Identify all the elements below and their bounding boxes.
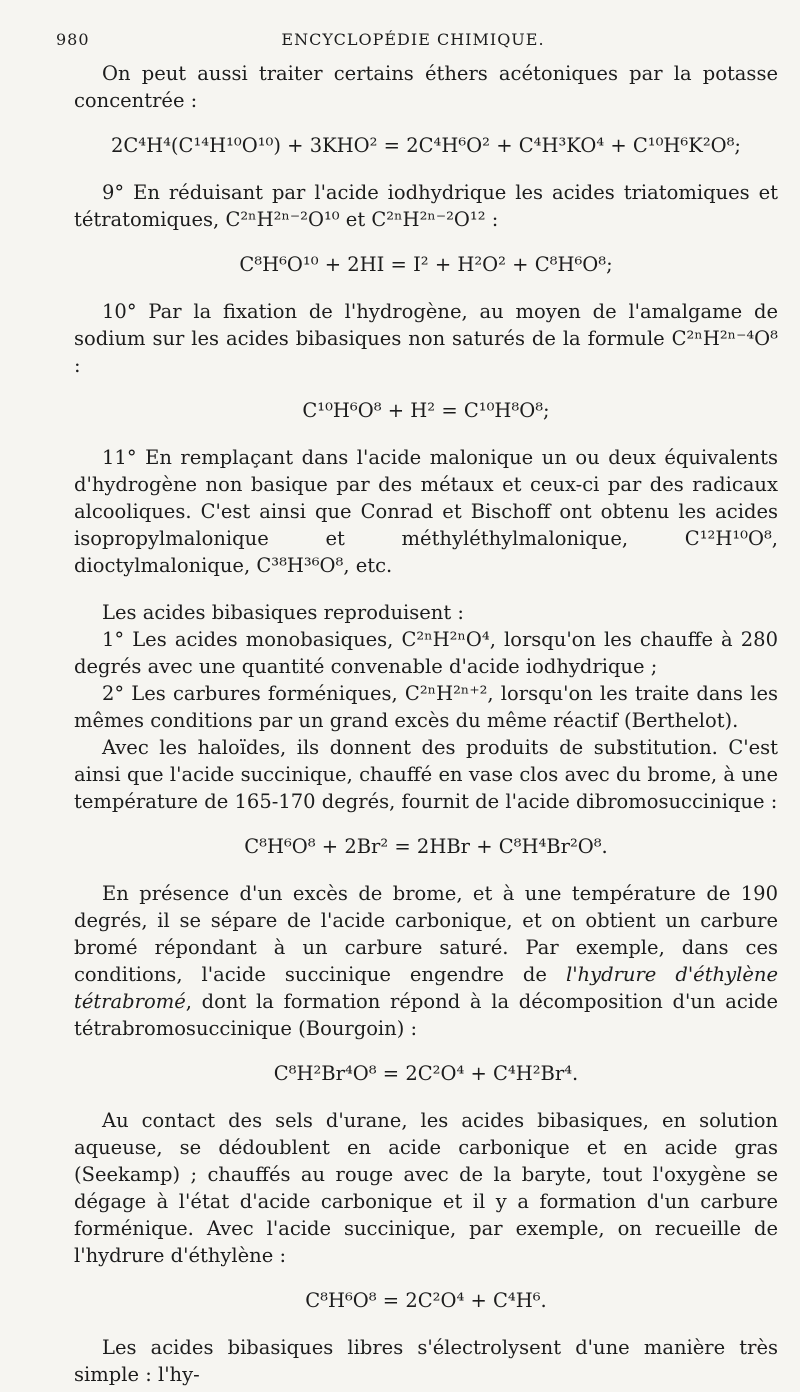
paragraph: Au contact des sels d'urane, les acides bibasiques, en solution aqueuse, se dédoublent en acide carbonique et en acide gras (Seekamp) ; chauffés au rouge avec de la baryte, tout l'oxygène se dégage à l'état d'acide carbonique et il y a formation d'un carbure forménique. Avec l'acide succinique, par exemple, on recueille de l'hydrure d'éthylène : [74, 1109, 778, 1267]
paragraph: Les acides bibasiques libres s'électrolysent d'une manière très simple : l'hy- [74, 1336, 778, 1386]
paragraph-text: , dont la formation répond à la décomposition d'un acide tétrabromosuccinique (Bourgoin) : [74, 990, 778, 1040]
equation: C⁸H⁶O¹⁰ + 2HI = I² + H²O² + C⁸H⁶O⁸; [239, 253, 613, 276]
paragraph: 9° En réduisant par l'acide iodhydrique les acides triatomiques et tétratomiques, C²ⁿH²ⁿ⁻²O¹⁰ et C²ⁿH²ⁿ⁻²O¹² : [74, 181, 778, 231]
paragraph: 10° Par la fixation de l'hydrogène, au moyen de l'amalgame de sodium sur les acides bibasiques non saturés de la formule C²ⁿH²ⁿ⁻⁴O⁸ : [74, 300, 778, 377]
paragraph: 1° Les acides monobasiques, C²ⁿH²ⁿO⁴, lorsqu'on les chauffe à 280 degrés avec une quantité convenable d'acide iodhydrique ; [74, 628, 778, 678]
paragraph-text: En présence d'un excès de brome, et à une température de 190 degrés, il se sépare de l'acide carbonique, et on obtient un carbure bromé répondant à un carbure saturé. Par exemple, dans ces conditions, l'acide succinique engendre de [74, 882, 778, 986]
page-number: 980 [56, 30, 90, 49]
equation: 2C⁴H⁴(C¹⁴H¹⁰O¹⁰) + 3KHO² = 2C⁴H⁶O² + C⁴H³KO⁴ + C¹⁰H⁶K²O⁸; [110, 134, 742, 157]
paragraph-gap [74, 579, 778, 599]
paragraph: On peut aussi traiter certains éthers acétoniques par la potasse concentrée : [74, 62, 778, 112]
paragraph: 2° Les carbures forméniques, C²ⁿH²ⁿ⁺², lorsqu'on les traite dans les mêmes conditions par un grand excès du même réactif (Berthelot). [74, 682, 778, 732]
paragraph: 11° En remplaçant dans l'acide malonique un ou deux équivalents d'hydrogène non basique par des métaux et ceux-ci par des radicaux alcooliques. C'est ainsi que Conrad et Bischoff ont obtenu les acides isopropylmalonique et méthyléthylmalonique, C¹²H¹⁰O⁸, dioctylmalonique, C³⁸H³⁶O⁸, etc. [74, 446, 778, 577]
paragraph: Les acides bibasiques reproduisent : [102, 601, 464, 624]
equation: C¹⁰H⁶O⁸ + H² = C¹⁰H⁸O⁸; [302, 399, 550, 422]
equation: C⁸H⁶O⁸ + 2Br² = 2HBr + C⁸H⁴Br²O⁸. [244, 835, 608, 858]
page-header [56, 30, 770, 54]
paragraph: Avec les haloïdes, ils donnent des produits de substitution. C'est ainsi que l'acide succinique, chauffé en vase clos avec du brome, à une température de 165-170 degrés, fournit de l'acide dibromosuccinique : [74, 736, 778, 813]
running-title: ENCYCLOPÉDIE CHIMIQUE. [281, 30, 545, 49]
italic-term: l'hydrure d'éthylène tétrabromé [74, 963, 779, 1013]
page-body [74, 60, 778, 1388]
equation: C⁸H⁶O⁸ = 2C²O⁴ + C⁴H⁶. [305, 1289, 547, 1312]
paragraph [74, 880, 778, 1042]
equation: C⁸H²Br⁴O⁸ = 2C²O⁴ + C⁴H²Br⁴. [273, 1062, 579, 1085]
